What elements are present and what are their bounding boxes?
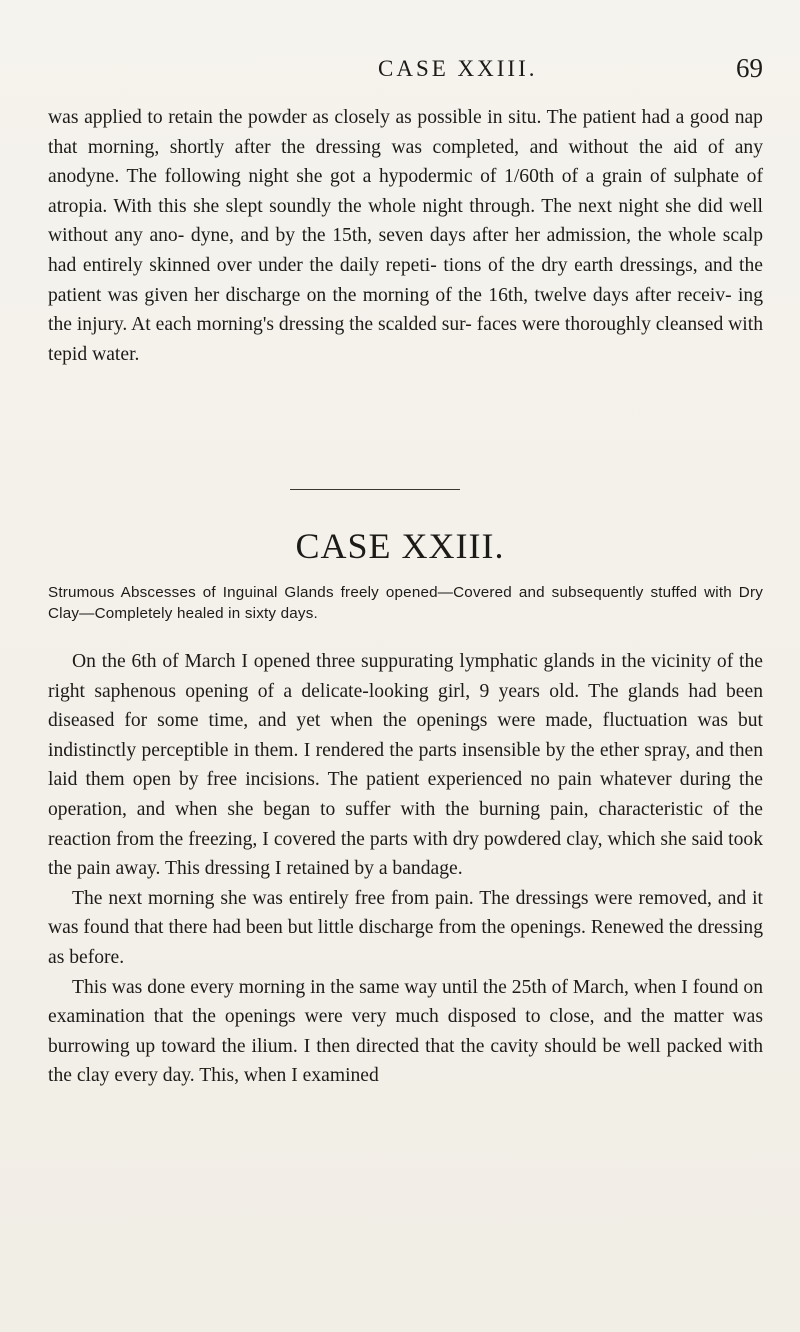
intro-line: The patient had a good nap that morning, shortly after the [48, 107, 763, 158]
running-title: CASE XXIII. [378, 56, 538, 81]
intro-line: was applied to retain the powder as closely as possible in situ. [48, 107, 547, 128]
intro-line: faces were thoroughly cleansed with tepid water. [48, 314, 763, 365]
body-paragraph: This was done every morning in the same way until the 25th of March, when I found on examination that the openings were very much disposed to close, and the matter was burrowing up toward the ilium. I then directed that the cavity should be well packed with the clay every day. This, when I examined [48, 976, 763, 1087]
body-paragraph: On the 6th of March I opened three suppurating lymphatic glands in the vicinity of the right saphenous opening of a delicate-looking girl, 9 years old. The glands had been diseased for some time, and yet when the openings were made, fluctuation was but indistinctly perceptible in them. I rendered the parts insensible by the ether spray, and then laid them open by free incisions. The patient experienced no pain whatever during the operation, and when she began to suffer with the burning pain, characteristic of the reaction from the freezing, I covered the parts with dry powdered clay, which she said took the pain away. This dressing I retained by a bandage. [48, 651, 763, 880]
intro-line: sulphate of atropia. With this she slept soundly the whole [48, 166, 763, 217]
intro-paragraph [48, 103, 763, 369]
case-summary: Strumous Abscesses of Inguinal Glands freely opened—Covered and subsequently stuffed with Dry Clay—Completely healed in sixty days. [48, 584, 763, 622]
intro-line: dyne, and by the 15th, seven days after her admission, the [190, 225, 669, 247]
intro-line: ing the injury. At each morning's dressing the scalded sur- [48, 284, 763, 336]
body-paragraph: The next morning she was entirely free from pain. The dressings were removed, and it was found that there had been but little discharge from the openings. Renewed the dressing as before. [48, 887, 763, 968]
intro-line: The following night she got a hypodermic of 1/60th of a grain of [126, 166, 674, 188]
intro-line: dressing was completed, and without the aid of any anodyne. [48, 136, 763, 188]
page-number: 69 [736, 53, 763, 83]
running-head [48, 53, 763, 87]
case-body [48, 647, 763, 1091]
case-heading: CASE XXIII. [295, 526, 505, 566]
intro-line: discharge on the morning of the 16th, twelve days after receiv- [225, 284, 738, 306]
intro-line: night through. The next night she did well without any ano- [48, 195, 763, 247]
section-divider [290, 489, 460, 490]
intro-text [48, 103, 763, 369]
intro-line: whole scalp had entirely skinned over under the daily repeti- [48, 225, 763, 276]
intro-line: tions of the dry earth dressings, and the patient was given her [48, 254, 763, 306]
